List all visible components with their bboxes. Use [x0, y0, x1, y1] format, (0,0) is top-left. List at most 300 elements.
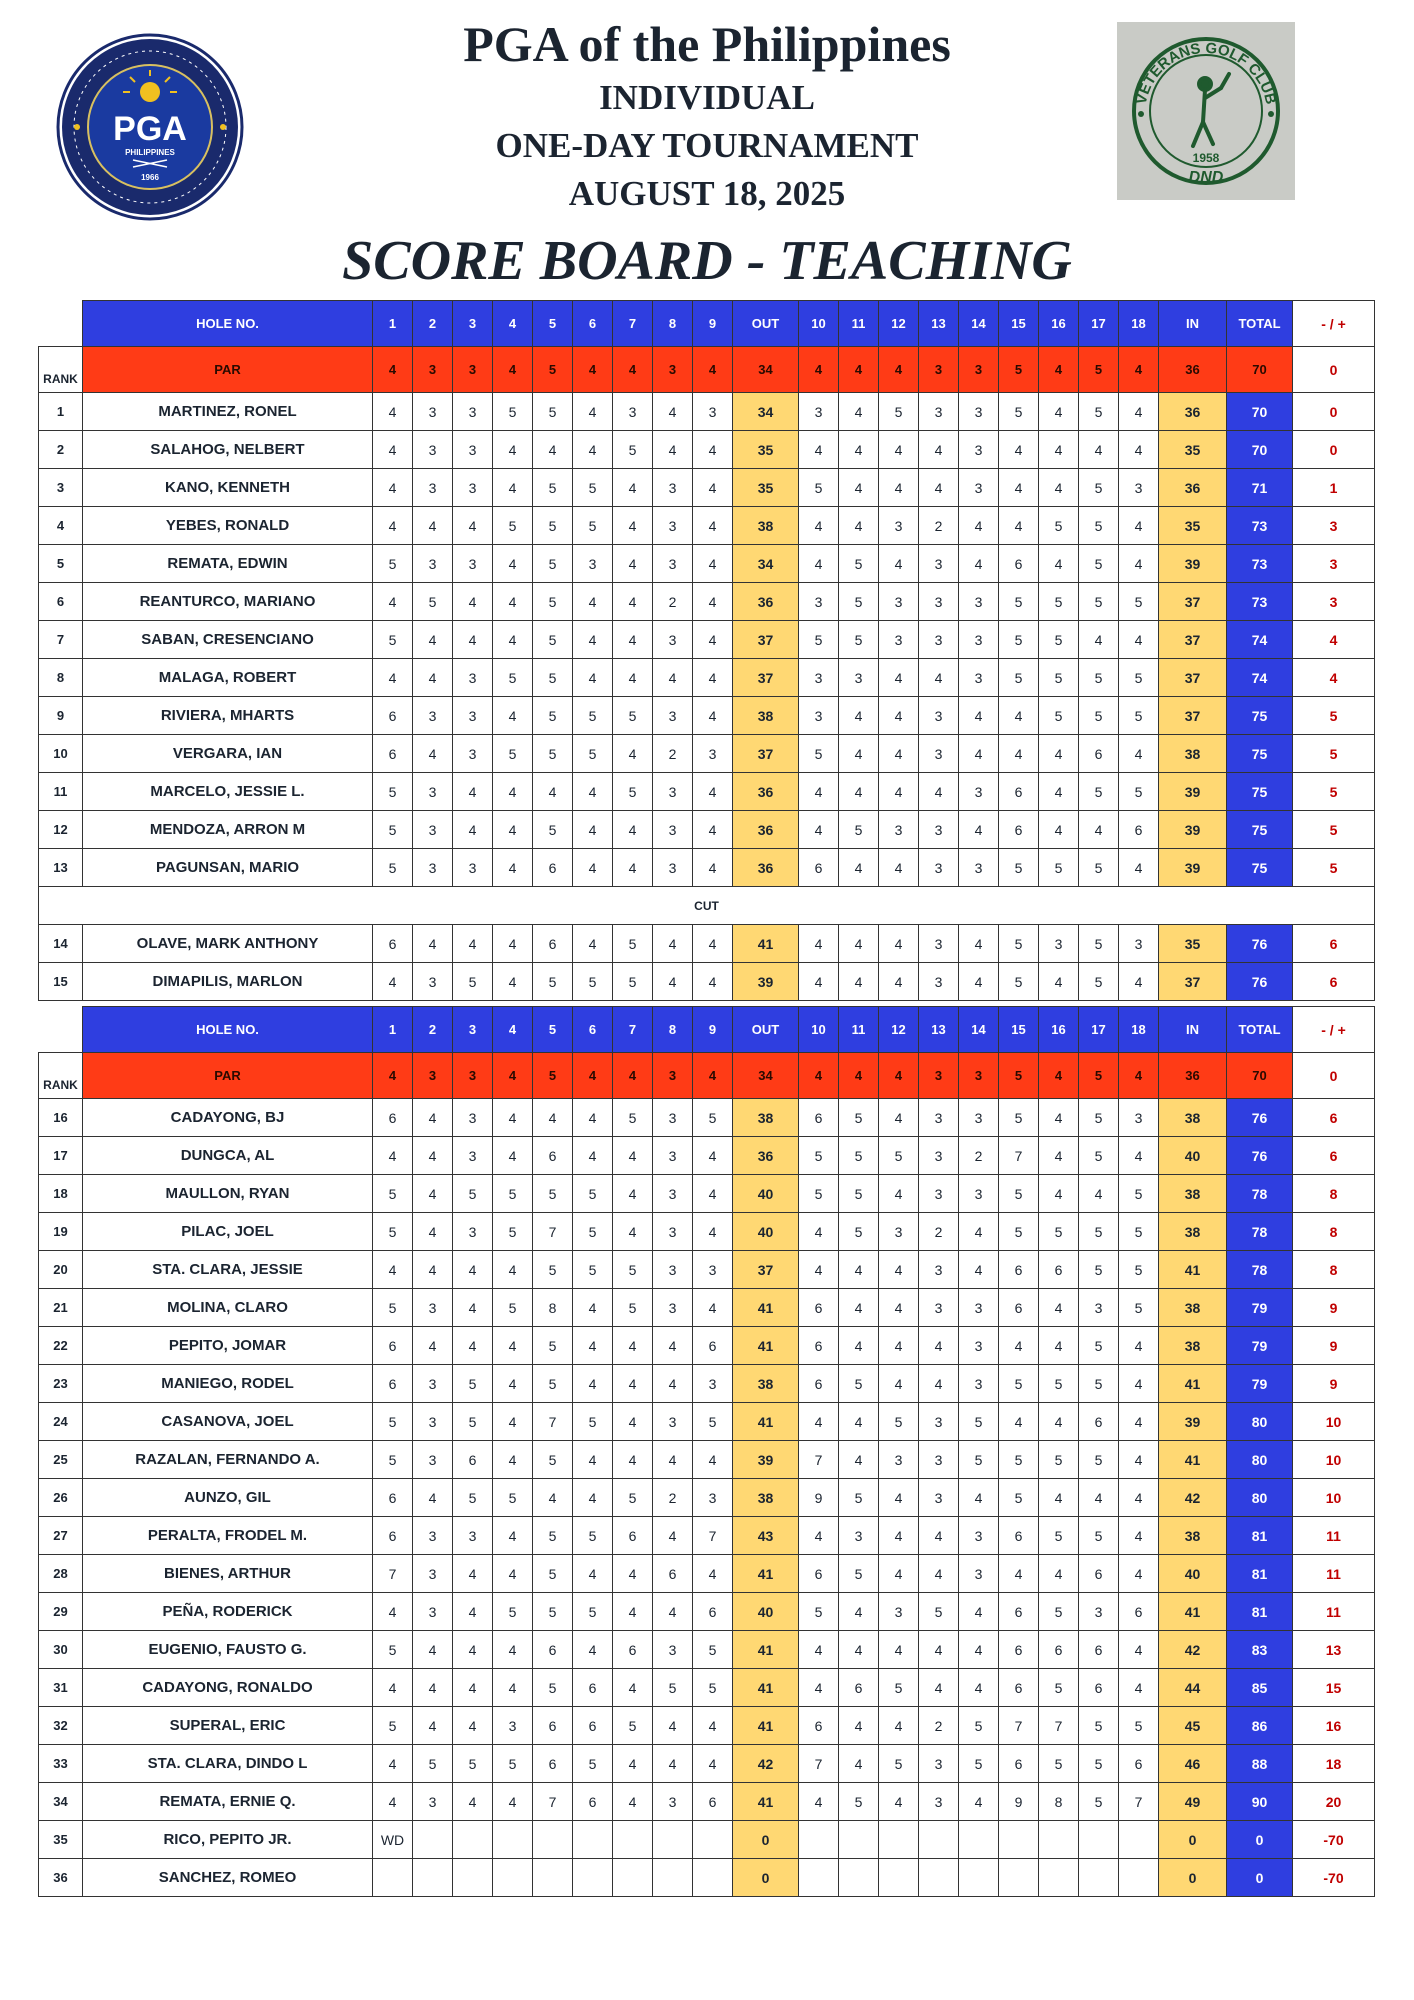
svg-text:1966: 1966 [141, 173, 159, 182]
in-score: 41 [1159, 1365, 1227, 1403]
hole-score: 5 [533, 621, 573, 659]
hole-score: 2 [919, 1707, 959, 1745]
hole-score: 4 [1039, 1479, 1079, 1517]
svg-text:1958: 1958 [1192, 151, 1220, 165]
hole-number: 16 [1039, 1007, 1079, 1053]
hole-score: 7 [373, 1555, 413, 1593]
hole-score: 3 [959, 773, 999, 811]
hole-score: 4 [959, 1213, 999, 1251]
hole-score: 5 [613, 1289, 653, 1327]
player-row [39, 1745, 1375, 1783]
hole-score: 5 [959, 1745, 999, 1783]
hole-score: 4 [533, 773, 573, 811]
rank-label: RANK [39, 347, 83, 393]
player-row [39, 1099, 1375, 1137]
par-value: 4 [613, 347, 653, 393]
total-score: 70 [1227, 393, 1293, 431]
in-score: 0 [1159, 1859, 1227, 1897]
hole-score: 3 [919, 545, 959, 583]
hole-score: 5 [1079, 1365, 1119, 1403]
out-score: 38 [733, 1479, 799, 1517]
hole-score: 3 [1119, 469, 1159, 507]
hole-score: 5 [1039, 1593, 1079, 1631]
par-value: 5 [1079, 347, 1119, 393]
player-name: PAGUNSAN, MARIO [83, 849, 373, 887]
hole-score: 7 [1039, 1707, 1079, 1745]
in-score: 37 [1159, 659, 1227, 697]
hole-score: 3 [413, 1593, 453, 1631]
hole-score: 4 [693, 1555, 733, 1593]
event-date: AUGUST 18, 2025 [568, 174, 846, 213]
hole-score: 5 [879, 1669, 919, 1707]
hole-score: 5 [1039, 1669, 1079, 1707]
hole-score: 7 [693, 1517, 733, 1555]
hole-score: 4 [919, 773, 959, 811]
hole-score: 4 [573, 621, 613, 659]
par-diff: 0 [1293, 1053, 1375, 1099]
hole-score: 3 [839, 659, 879, 697]
hole-score: 3 [653, 1289, 693, 1327]
in-score: 38 [1159, 735, 1227, 773]
hole-score: 4 [879, 773, 919, 811]
hole-score: 3 [1119, 1099, 1159, 1137]
player-row [39, 1593, 1375, 1631]
out-label: OUT [733, 1007, 799, 1053]
hole-score: 3 [959, 1289, 999, 1327]
hole-score: 3 [959, 1327, 999, 1365]
hole-score: 4 [839, 1251, 879, 1289]
par-value: 4 [879, 1053, 919, 1099]
hole-score: 3 [453, 1213, 493, 1251]
in-score: 42 [1159, 1631, 1227, 1669]
hole-score: 6 [373, 697, 413, 735]
hole-number: 9 [693, 1007, 733, 1053]
in-score: 38 [1159, 1517, 1227, 1555]
hole-score: 3 [799, 583, 839, 621]
hole-score: 4 [453, 1669, 493, 1707]
total-score: 90 [1227, 1783, 1293, 1821]
hole-score: 4 [453, 811, 493, 849]
hole-score: 5 [1039, 621, 1079, 659]
hole-score: 5 [1119, 659, 1159, 697]
total-score: 71 [1227, 469, 1293, 507]
hole-score: 5 [493, 1175, 533, 1213]
hole-score: 5 [1079, 1251, 1119, 1289]
hole-score: 4 [799, 1517, 839, 1555]
hole-score: 5 [839, 1175, 879, 1213]
par-total: 70 [1227, 1053, 1293, 1099]
hole-score: 4 [373, 1745, 413, 1783]
out-score: 41 [733, 1783, 799, 1821]
hole-score: 3 [413, 1517, 453, 1555]
hole-score: 5 [373, 1289, 413, 1327]
hole-score: 3 [453, 849, 493, 887]
hole-score: 5 [533, 811, 573, 849]
player-row [39, 507, 1375, 545]
hole-score: 4 [573, 1099, 613, 1137]
hole-score: 6 [999, 545, 1039, 583]
hole-score: 6 [999, 1289, 1039, 1327]
in-score: 0 [1159, 1821, 1227, 1859]
hole-score: 4 [493, 1669, 533, 1707]
hole-score: 5 [1039, 697, 1079, 735]
par-value: 3 [653, 347, 693, 393]
hole-score: 4 [1119, 849, 1159, 887]
hole-score: 4 [1039, 431, 1079, 469]
hole-score: 3 [653, 1099, 693, 1137]
hole-number: 14 [959, 1007, 999, 1053]
hole-score: 6 [613, 1517, 653, 1555]
player-rank: 34 [39, 1783, 83, 1821]
hole-score: 3 [653, 1403, 693, 1441]
hole-score: 4 [959, 507, 999, 545]
player-rank: 25 [39, 1441, 83, 1479]
player-name: MALAGA, ROBERT [83, 659, 373, 697]
hole-score: 3 [453, 431, 493, 469]
hole-score [1039, 1859, 1079, 1897]
hole-score: 5 [1039, 1441, 1079, 1479]
hole-score: 4 [413, 1213, 453, 1251]
hole-score: 4 [1039, 773, 1079, 811]
score-diff: 10 [1293, 1479, 1375, 1517]
hole-score: 2 [653, 1479, 693, 1517]
player-name: MENDOZA, ARRON M [83, 811, 373, 849]
title-block [300, 14, 1114, 218]
total-label: TOTAL [1227, 301, 1293, 347]
hole-number: 12 [879, 1007, 919, 1053]
hole-score: 4 [653, 1517, 693, 1555]
par-value: 4 [799, 1053, 839, 1099]
out-score: 38 [733, 1365, 799, 1403]
hole-score: 5 [693, 1099, 733, 1137]
hole-score: 4 [693, 469, 733, 507]
hole-score: 3 [879, 621, 919, 659]
in-score: 38 [1159, 1175, 1227, 1213]
in-score: 39 [1159, 1403, 1227, 1441]
player-name: MOLINA, CLARO [83, 1289, 373, 1327]
hole-score: 3 [653, 697, 693, 735]
hole-score: 7 [999, 1707, 1039, 1745]
out-score: 43 [733, 1517, 799, 1555]
hole-score: 5 [493, 393, 533, 431]
hole-score: 5 [999, 393, 1039, 431]
hole-score [919, 1821, 959, 1859]
hole-score: 4 [573, 1555, 613, 1593]
hole-score: 5 [533, 735, 573, 773]
hole-score: 6 [1039, 1631, 1079, 1669]
hole-score: 3 [653, 1631, 693, 1669]
score-diff: -70 [1293, 1859, 1375, 1897]
hole-score: 2 [919, 507, 959, 545]
player-rank: 5 [39, 545, 83, 583]
par-value: 4 [613, 1053, 653, 1099]
hole-score: 5 [879, 1137, 919, 1175]
hole-score [839, 1859, 879, 1897]
hole-score: 4 [693, 1707, 733, 1745]
in-score: 37 [1159, 621, 1227, 659]
hole-score: 4 [613, 621, 653, 659]
hole-score: 7 [999, 1137, 1039, 1175]
hole-score: 5 [1079, 1707, 1119, 1745]
total-score: 75 [1227, 735, 1293, 773]
hole-score: 3 [879, 583, 919, 621]
hole-score: 5 [1079, 697, 1119, 735]
hole-score: 4 [799, 1783, 839, 1821]
player-rank: 32 [39, 1707, 83, 1745]
hole-score: 4 [839, 1403, 879, 1441]
player-row [39, 697, 1375, 735]
hole-score: 5 [613, 697, 653, 735]
player-rank: 33 [39, 1745, 83, 1783]
player-row [39, 925, 1375, 963]
hole-score: 4 [1079, 811, 1119, 849]
hole-score: 4 [839, 507, 879, 545]
hole-score: 4 [693, 963, 733, 1001]
hole-score: 6 [799, 1289, 839, 1327]
hole-score: 4 [493, 1327, 533, 1365]
hole-score: 3 [653, 1213, 693, 1251]
hole-score: 4 [373, 1251, 413, 1289]
hole-score: 5 [533, 659, 573, 697]
svg-text:VETERANS GOLF CLUB: VETERANS GOLF CLUB [1132, 39, 1280, 107]
hole-score: 6 [1119, 1593, 1159, 1631]
hole-score: 4 [839, 1327, 879, 1365]
total-score: 76 [1227, 1137, 1293, 1175]
player-rank: 35 [39, 1821, 83, 1859]
rank-label: RANK [39, 1053, 83, 1099]
par-value: 3 [653, 1053, 693, 1099]
player-name: MAULLON, RYAN [83, 1175, 373, 1213]
hole-score: 3 [919, 1099, 959, 1137]
hole-score: 5 [573, 1593, 613, 1631]
out-score: 38 [733, 697, 799, 735]
par-row [39, 1053, 1375, 1099]
hole-score: 5 [999, 925, 1039, 963]
player-name: AUNZO, GIL [83, 1479, 373, 1517]
hole-score: 6 [453, 1441, 493, 1479]
hole-score: 4 [573, 1631, 613, 1669]
hole-score: 4 [493, 1441, 533, 1479]
hole-score: 5 [1039, 583, 1079, 621]
in-score: 46 [1159, 1745, 1227, 1783]
hole-score: 4 [879, 1783, 919, 1821]
par-value: 3 [959, 347, 999, 393]
hole-score: 6 [533, 1137, 573, 1175]
hole-number: 17 [1079, 1007, 1119, 1053]
hole-score: 7 [799, 1441, 839, 1479]
hole-score: 5 [1039, 1745, 1079, 1783]
hole-score: 4 [413, 1251, 453, 1289]
hole-score: 4 [493, 1365, 533, 1403]
player-row [39, 1669, 1375, 1707]
score-diff: 0 [1293, 431, 1375, 469]
hole-score: 4 [693, 507, 733, 545]
hole-score: 5 [1039, 659, 1079, 697]
hole-number: 2 [413, 1007, 453, 1053]
player-rank: 19 [39, 1213, 83, 1251]
hole-score [959, 1859, 999, 1897]
total-score: 76 [1227, 1099, 1293, 1137]
total-score: 75 [1227, 773, 1293, 811]
hole-score: 4 [613, 1441, 653, 1479]
player-row [39, 393, 1375, 431]
pga-philippines-seal-icon [55, 32, 245, 222]
hole-score: 4 [693, 925, 733, 963]
hole-number: 1 [373, 301, 413, 347]
player-name: STA. CLARA, JESSIE [83, 1251, 373, 1289]
player-rank: 22 [39, 1327, 83, 1365]
hole-score: 6 [999, 1669, 1039, 1707]
out-score: 37 [733, 659, 799, 697]
in-label: IN [1159, 301, 1227, 347]
hole-score: 5 [493, 507, 533, 545]
hole-score: 5 [999, 621, 1039, 659]
hole-score: 6 [533, 1707, 573, 1745]
hole-score: 4 [533, 1479, 573, 1517]
hole-score: 4 [1079, 621, 1119, 659]
hole-score: 4 [839, 1593, 879, 1631]
hole-score: 4 [1119, 621, 1159, 659]
hole-score: 4 [493, 469, 533, 507]
score-diff: 16 [1293, 1707, 1375, 1745]
hole-score: 4 [653, 963, 693, 1001]
hole-score: 4 [453, 1289, 493, 1327]
hole-score: WD [373, 1821, 413, 1859]
hole-score: 4 [1119, 1137, 1159, 1175]
in-score: 38 [1159, 1327, 1227, 1365]
out-score: 41 [733, 1403, 799, 1441]
hole-score: 4 [653, 1365, 693, 1403]
total-score: 80 [1227, 1403, 1293, 1441]
hole-score: 4 [373, 507, 413, 545]
hole-score: 4 [999, 1327, 1039, 1365]
hole-score: 5 [533, 1365, 573, 1403]
player-rank: 21 [39, 1289, 83, 1327]
hole-score: 5 [1039, 1365, 1079, 1403]
out-score: 41 [733, 1289, 799, 1327]
hole-score: 3 [653, 1137, 693, 1175]
total-score: 75 [1227, 849, 1293, 887]
player-name: PEPITO, JOMAR [83, 1327, 373, 1365]
player-name: CADAYONG, RONALDO [83, 1669, 373, 1707]
hole-score: 4 [693, 811, 733, 849]
hole-score: 5 [799, 469, 839, 507]
hole-score: 4 [413, 1479, 453, 1517]
hole-score: 4 [879, 925, 919, 963]
in-score: 38 [1159, 1213, 1227, 1251]
hole-score: 4 [959, 1479, 999, 1517]
hole-score: 5 [373, 1707, 413, 1745]
hole-score [919, 1859, 959, 1897]
player-row [39, 1821, 1375, 1859]
hole-score [653, 1859, 693, 1897]
player-rank: 15 [39, 963, 83, 1001]
in-score: 35 [1159, 507, 1227, 545]
hole-score [839, 1821, 879, 1859]
hole-score: 6 [1079, 1631, 1119, 1669]
out-score: 41 [733, 1327, 799, 1365]
hole-score: 4 [373, 583, 413, 621]
hole-score: 5 [839, 621, 879, 659]
hole-score: 5 [1079, 849, 1119, 887]
hole-score: 4 [1039, 1403, 1079, 1441]
out-score: 34 [733, 393, 799, 431]
hole-score: 4 [839, 1631, 879, 1669]
hole-score: 5 [999, 963, 1039, 1001]
hole-score: 5 [453, 1479, 493, 1517]
hole-score: 5 [573, 1251, 613, 1289]
hole-score: 5 [839, 1555, 879, 1593]
hole-score: 4 [839, 1441, 879, 1479]
hole-score: 6 [373, 925, 413, 963]
hole-score [1119, 1821, 1159, 1859]
hole-score: 4 [799, 1251, 839, 1289]
hole-score: 5 [799, 621, 839, 659]
hole-score: 4 [453, 621, 493, 659]
hole-score: 5 [839, 1099, 879, 1137]
hole-score: 4 [573, 1289, 613, 1327]
hole-score: 4 [453, 1593, 493, 1631]
hole-score: 5 [1119, 697, 1159, 735]
hole-number: 13 [919, 1007, 959, 1053]
hole-score: 5 [839, 1365, 879, 1403]
par-value: 3 [453, 347, 493, 393]
hole-score: 3 [413, 811, 453, 849]
hole-score: 4 [573, 659, 613, 697]
out-score: 36 [733, 811, 799, 849]
hole-score: 5 [1039, 849, 1079, 887]
hole-score: 4 [453, 1783, 493, 1821]
hole-score: 6 [999, 1251, 1039, 1289]
hole-score [613, 1821, 653, 1859]
hole-score: 3 [919, 583, 959, 621]
hole-score: 4 [413, 925, 453, 963]
hole-score: 4 [413, 1175, 453, 1213]
player-row [39, 1517, 1375, 1555]
hole-score: 4 [453, 925, 493, 963]
hole-score: 4 [613, 849, 653, 887]
out-score: 40 [733, 1593, 799, 1631]
player-rank: 12 [39, 811, 83, 849]
hole-score: 4 [613, 1403, 653, 1441]
hole-score: 4 [693, 1441, 733, 1479]
hole-score: 5 [1079, 1441, 1119, 1479]
hole-score: 5 [1079, 1745, 1119, 1783]
hole-score: 3 [919, 1403, 959, 1441]
out-score: 39 [733, 1441, 799, 1479]
out-score: 41 [733, 1631, 799, 1669]
score-diff: 4 [1293, 659, 1375, 697]
hole-score: 4 [879, 1251, 919, 1289]
total-score: 70 [1227, 431, 1293, 469]
par-value: 4 [839, 1053, 879, 1099]
player-rank: 36 [39, 1859, 83, 1897]
player-row [39, 1555, 1375, 1593]
player-row [39, 659, 1375, 697]
hole-score: 4 [919, 1631, 959, 1669]
hole-score: 5 [533, 963, 573, 1001]
player-rank: 9 [39, 697, 83, 735]
hole-score: 4 [999, 469, 1039, 507]
hole-score: 3 [959, 469, 999, 507]
hole-score: 4 [1119, 1631, 1159, 1669]
hole-score: 5 [453, 1365, 493, 1403]
hole-score: 3 [413, 545, 453, 583]
hole-score: 4 [959, 1631, 999, 1669]
hole-score: 5 [533, 1517, 573, 1555]
hole-score: 4 [839, 1707, 879, 1745]
hole-score: 3 [919, 1783, 959, 1821]
